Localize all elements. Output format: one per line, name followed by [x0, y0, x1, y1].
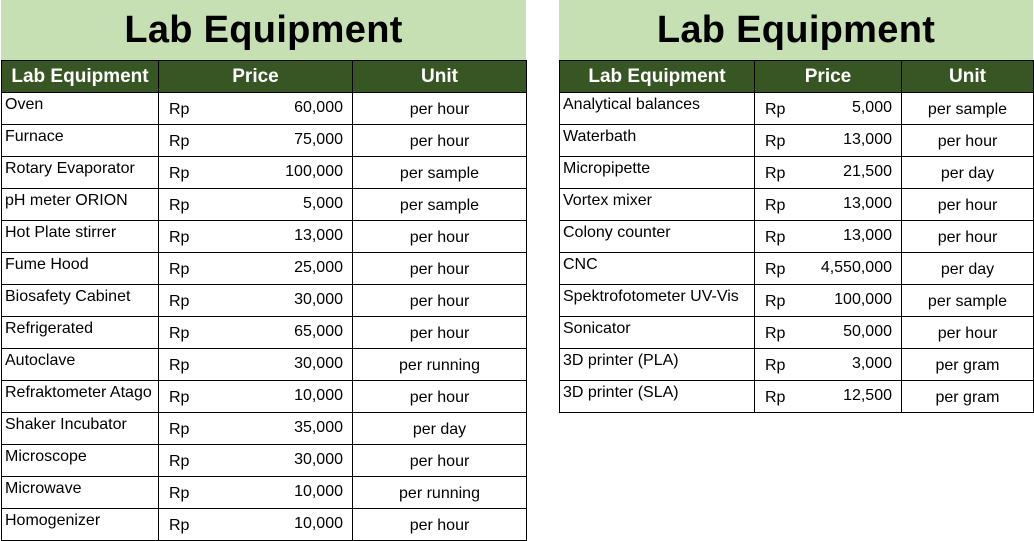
- currency-label: Rp: [765, 197, 786, 214]
- unit-cell: per sample: [902, 285, 1034, 317]
- equipment-name-cell: Autoclave: [2, 349, 159, 381]
- price-amount: 5,000: [302, 195, 343, 212]
- price-cell: [755, 125, 902, 157]
- unit-cell: per hour: [353, 317, 527, 349]
- price-cell: [159, 509, 353, 541]
- price-amount: 5,000: [851, 99, 892, 116]
- price-amount: 13,000: [843, 195, 892, 212]
- price-amount: 30,000: [294, 291, 343, 308]
- right-header-row: [560, 61, 1034, 93]
- unit-cell: per hour: [353, 445, 527, 477]
- header-unit: Unit: [353, 61, 527, 93]
- header-unit: Unit: [902, 61, 1034, 93]
- price-cell: [159, 221, 353, 253]
- price-cell: [159, 93, 353, 125]
- equipment-name-cell: Micropipette: [560, 157, 755, 189]
- table-row: [2, 317, 527, 349]
- price-amount: 10,000: [294, 483, 343, 500]
- unit-cell: per hour: [353, 221, 527, 253]
- currency-label: Rp: [169, 421, 190, 438]
- price-amount: 4,550,000: [820, 259, 892, 276]
- currency-label: Rp: [169, 325, 190, 342]
- unit-cell: per running: [353, 477, 527, 509]
- equipment-name-cell: Biosafety Cabinet: [2, 285, 159, 317]
- price-amount: 13,000: [843, 227, 892, 244]
- equipment-name-cell: Refrigerated: [2, 317, 159, 349]
- currency-label: Rp: [765, 133, 786, 150]
- price-cell: [159, 349, 353, 381]
- price-cell: [159, 445, 353, 477]
- left-header-row: [2, 61, 527, 93]
- price-amount: 10,000: [294, 515, 343, 532]
- price-amount: 21,500: [843, 163, 892, 180]
- price-amount: 30,000: [294, 451, 343, 468]
- currency-label: Rp: [169, 229, 190, 246]
- right-table-body: [560, 93, 1034, 413]
- price-cell: [755, 317, 902, 349]
- table-row: [2, 157, 527, 189]
- right-price-table: [559, 0, 1033, 413]
- price-amount: 12,500: [843, 387, 892, 404]
- table-row: [2, 477, 527, 509]
- price-cell: [755, 253, 902, 285]
- table-row: [2, 189, 527, 221]
- equipment-name-cell: Oven: [2, 93, 159, 125]
- unit-cell: per hour: [902, 125, 1034, 157]
- unit-cell: per hour: [353, 125, 527, 157]
- unit-cell: per hour: [353, 509, 527, 541]
- unit-cell: per sample: [353, 157, 527, 189]
- currency-label: Rp: [169, 357, 190, 374]
- price-amount: 75,000: [294, 131, 343, 148]
- equipment-name-cell: Shaker Incubator: [2, 413, 159, 445]
- price-amount: 35,000: [294, 419, 343, 436]
- table-row: [560, 189, 1034, 221]
- table-row: [2, 381, 527, 413]
- price-cell: [159, 381, 353, 413]
- price-cell: [755, 189, 902, 221]
- unit-cell: per hour: [353, 285, 527, 317]
- price-cell: [159, 125, 353, 157]
- currency-label: Rp: [765, 261, 786, 278]
- price-cell: [755, 285, 902, 317]
- currency-label: Rp: [169, 133, 190, 150]
- equipment-name-cell: Waterbath: [560, 125, 755, 157]
- currency-label: Rp: [765, 389, 786, 406]
- table-row: [2, 125, 527, 157]
- price-amount: 50,000: [843, 323, 892, 340]
- unit-cell: per sample: [353, 189, 527, 221]
- price-amount: 60,000: [294, 99, 343, 116]
- equipment-name-cell: pH meter ORION: [2, 189, 159, 221]
- price-amount: 100,000: [285, 163, 343, 180]
- unit-cell: per hour: [353, 93, 527, 125]
- equipment-name-cell: Microwave: [2, 477, 159, 509]
- price-amount: 13,000: [294, 227, 343, 244]
- unit-cell: per day: [353, 413, 527, 445]
- equipment-name-cell: Colony counter: [560, 221, 755, 253]
- table-row: [560, 285, 1034, 317]
- unit-cell: per hour: [902, 221, 1034, 253]
- price-amount: 100,000: [834, 291, 892, 308]
- table-row: [560, 317, 1034, 349]
- unit-cell: per sample: [902, 93, 1034, 125]
- currency-label: Rp: [765, 101, 786, 118]
- currency-label: Rp: [765, 325, 786, 342]
- unit-cell: per running: [353, 349, 527, 381]
- price-amount: 65,000: [294, 323, 343, 340]
- unit-cell: per gram: [902, 381, 1034, 413]
- price-cell: [159, 413, 353, 445]
- unit-cell: per hour: [902, 317, 1034, 349]
- equipment-name-cell: Rotary Evaporator: [2, 157, 159, 189]
- currency-label: Rp: [765, 229, 786, 246]
- header-lab-equipment: Lab Equipment: [2, 61, 159, 93]
- currency-label: Rp: [169, 165, 190, 182]
- currency-label: Rp: [169, 453, 190, 470]
- price-cell: [159, 317, 353, 349]
- price-cell: [159, 189, 353, 221]
- equipment-name-cell: Analytical balances: [560, 93, 755, 125]
- table-row: [560, 157, 1034, 189]
- price-cell: [755, 157, 902, 189]
- unit-cell: per hour: [902, 189, 1034, 221]
- table-row: [560, 93, 1034, 125]
- equipment-name-cell: 3D printer (PLA): [560, 349, 755, 381]
- currency-label: Rp: [169, 389, 190, 406]
- equipment-name-cell: Fume Hood: [2, 253, 159, 285]
- currency-label: Rp: [169, 101, 190, 118]
- left-price-table: [1, 0, 526, 541]
- table-row: [560, 221, 1034, 253]
- currency-label: Rp: [765, 293, 786, 310]
- price-amount: 25,000: [294, 259, 343, 276]
- equipment-name-cell: Refraktometer Atago: [2, 381, 159, 413]
- right-equipment-table: [559, 60, 1034, 413]
- equipment-name-cell: Microscope: [2, 445, 159, 477]
- price-amount: 30,000: [294, 355, 343, 372]
- price-cell: [159, 157, 353, 189]
- equipment-name-cell: Homogenizer: [2, 509, 159, 541]
- table-row: [2, 285, 527, 317]
- equipment-name-cell: Vortex mixer: [560, 189, 755, 221]
- equipment-name-cell: Sonicator: [560, 317, 755, 349]
- equipment-name-cell: CNC: [560, 253, 755, 285]
- price-cell: [755, 349, 902, 381]
- header-price: Price: [159, 61, 353, 93]
- currency-label: Rp: [169, 293, 190, 310]
- price-amount: 3,000: [851, 355, 892, 372]
- left-equipment-table: [1, 60, 527, 541]
- equipment-name-cell: Spektrofotometer UV-Vis: [560, 285, 755, 317]
- currency-label: Rp: [765, 357, 786, 374]
- price-cell: [159, 477, 353, 509]
- table-row: [560, 253, 1034, 285]
- header-price: Price: [755, 61, 902, 93]
- currency-label: Rp: [169, 517, 190, 534]
- price-cell: [755, 381, 902, 413]
- price-amount: 10,000: [294, 387, 343, 404]
- table-row: [560, 125, 1034, 157]
- table-row: [2, 509, 527, 541]
- equipment-name-cell: 3D printer (SLA): [560, 381, 755, 413]
- unit-cell: per hour: [353, 253, 527, 285]
- table-row: [560, 349, 1034, 381]
- price-cell: [159, 285, 353, 317]
- table-row: [2, 349, 527, 381]
- currency-label: Rp: [169, 485, 190, 502]
- equipment-name-cell: Hot Plate stirrer: [2, 221, 159, 253]
- unit-cell: per hour: [353, 381, 527, 413]
- table-row: [2, 253, 527, 285]
- currency-label: Rp: [169, 197, 190, 214]
- price-cell: [755, 221, 902, 253]
- unit-cell: per day: [902, 253, 1034, 285]
- unit-cell: per gram: [902, 349, 1034, 381]
- right-table-title: Lab Equipment: [559, 0, 1033, 60]
- price-cell: [159, 253, 353, 285]
- table-row: [560, 381, 1034, 413]
- header-lab-equipment: Lab Equipment: [560, 61, 755, 93]
- currency-label: Rp: [169, 261, 190, 278]
- table-row: [2, 93, 527, 125]
- left-table-title: Lab Equipment: [1, 0, 526, 60]
- equipment-name-cell: Furnace: [2, 125, 159, 157]
- table-row: [2, 413, 527, 445]
- left-table-body: [2, 93, 527, 541]
- currency-label: Rp: [765, 165, 786, 182]
- price-cell: [755, 93, 902, 125]
- table-row: [2, 221, 527, 253]
- unit-cell: per day: [902, 157, 1034, 189]
- price-amount: 13,000: [843, 131, 892, 148]
- table-row: [2, 445, 527, 477]
